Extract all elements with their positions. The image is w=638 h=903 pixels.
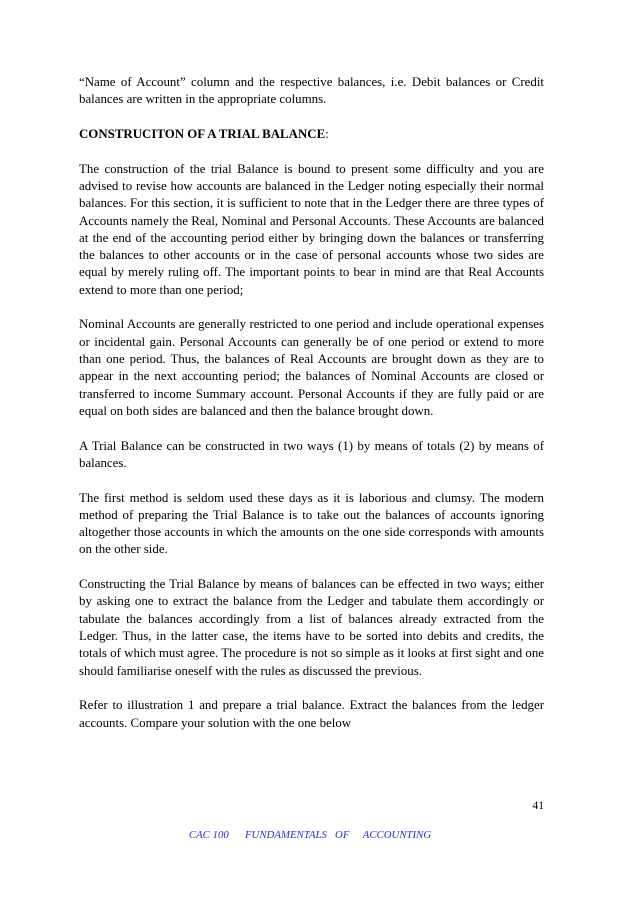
body-paragraph: The first method is seldom used these days as it is laborious and clumsy. The modern method of preparing the Trial Balance is to take out the balances of accounts ignoring altogether those accounts in which the amounts on the one side corresponds with amounts on the other side.: [79, 490, 544, 557]
body-paragraph: A Trial Balance can be constructed in two ways (1) by means of totals (2) by means of balances.: [79, 438, 544, 470]
body-paragraph: The construction of the trial Balance is bound to present some difficulty and you are advised to revise how accounts are balanced in the Ledger noting especially their normal balances. For this section, it is sufficient to note that in the Ledger there are three types of Accounts namely the Real, Nominal and Personal Accounts. These Accounts are balanced at the end of the accounting period either by bringing down the balances or transferring the balances to other accounts or in the case of personal accounts whose two sides are equal by merely ruling off. The important points to bear in mind are that Real Accounts extend to more than one period;: [79, 161, 544, 297]
document-body: [79, 74, 544, 749]
body-paragraph: Constructing the Trial Balance by means of balances can be effected in two ways; either by asking one to extract the balance from the Ledger and tabulate them accordingly or tabulate the balances accordingly from a list of balances already extracted from the Ledger. Thus, in the latter case, the items have to be sorted into debits and credits, the totals of which must agree. The procedure is not so simple as it looks at first sight and one should familiarise oneself with the rules as discussed the previous.: [79, 577, 544, 678]
body-paragraph: Refer to illustration 1 and prepare a trial balance. Extract the balances from the ledger accounts. Compare your solution with the one below: [79, 698, 544, 730]
section-heading: [79, 126, 544, 143]
section-heading-text: CONSTRUCITON OF A TRIAL BALANCE: [79, 126, 326, 141]
intro-paragraph: “Name of Account” column and the respective balances, i.e. Debit balances or Credit balances are written in the appropriate columns.: [79, 75, 544, 107]
section-heading-colon: :: [325, 126, 329, 141]
page-number: 41: [532, 800, 544, 812]
body-paragraph: Nominal Accounts are generally restricted to one period and include operational expenses or incidental gain. Personal Accounts can generally be of one period or extend to more than one period. Thus, the balances of Real Accounts are brought down as they are to appear in the next accounting period; the balances of Nominal Accounts are closed or transferred to income Summary account. Personal Accounts if they are fully paid or are equal on both sides are balanced and then the balance brought down.: [79, 317, 544, 418]
page-footer: CAC 100 FUNDAMENTALS OF ACCOUNTING: [188, 829, 432, 841]
